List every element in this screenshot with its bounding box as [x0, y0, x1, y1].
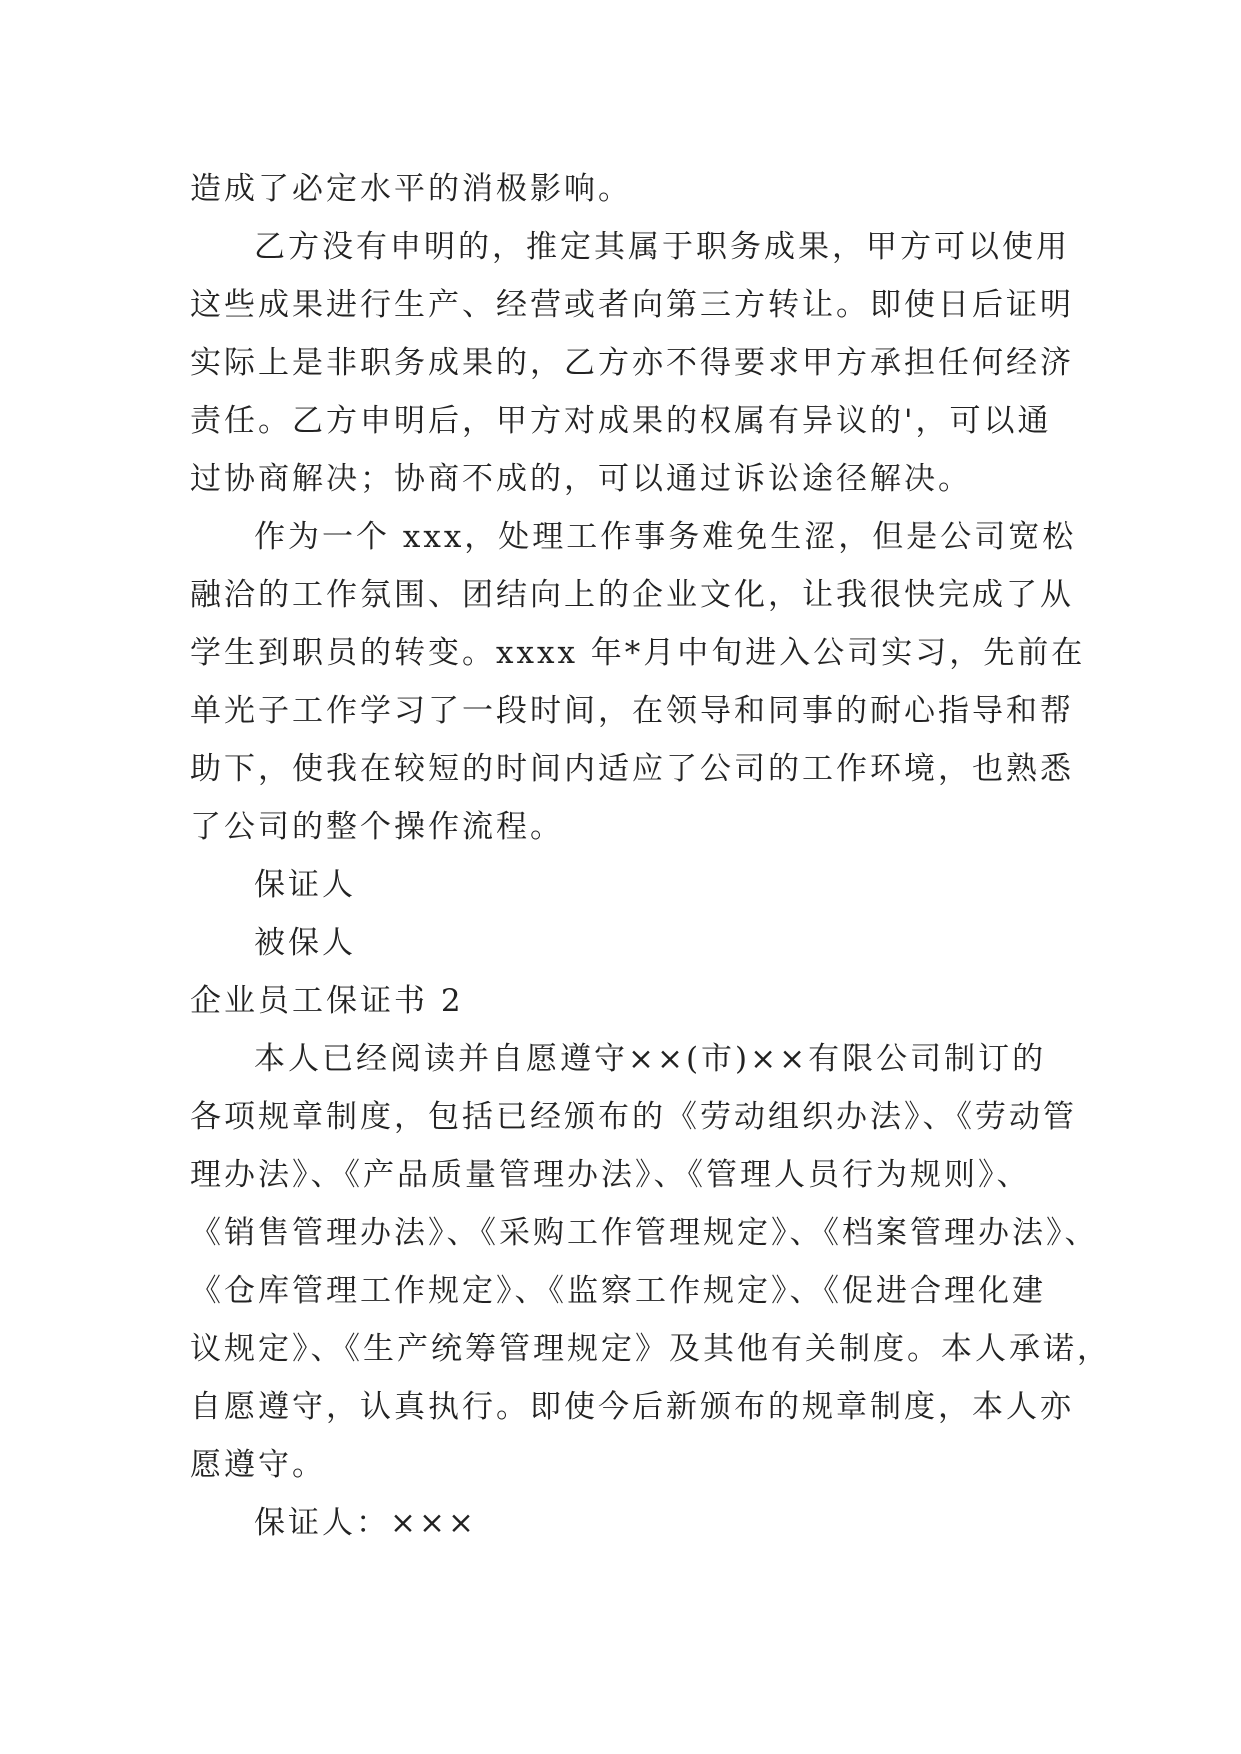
text-line: 单光子工作学习了一段时间，在领导和同事的耐心指导和帮 [190, 693, 1074, 729]
text-line: 责任。乙方申明后，甲方对成果的权属有异议的'，可以通 [190, 403, 1052, 439]
text-line: 学生到职员的转变。xxxx 年*月中旬进入公司实习，先前在 [190, 635, 1086, 671]
section-heading: 企业员工保证书 2 [190, 983, 464, 1019]
text-line: 《仓库管理工作规定》、《监察工作规定》、《促进合理化建 [190, 1273, 1046, 1309]
text-line: 自愿遵守，认真执行。即使今后新颁布的规章制度，本人亦 [190, 1389, 1074, 1425]
text-line: 融洽的工作氛围、团结向上的企业文化，让我很快完成了从 [190, 577, 1074, 613]
text-line: 了公司的整个操作流程。 [190, 809, 564, 845]
text-line: 议规定》、《生产统筹管理规定》及其他有关制度。本人承诺， [190, 1331, 1111, 1367]
guarantor-label: 保证人 [254, 867, 356, 903]
text-line: 实际上是非职务成果的，乙方亦不得要求甲方承担任何经济 [190, 345, 1074, 381]
text-line: 《销售管理办法》、《采购工作管理规定》、《档案管理办法》、 [190, 1215, 1099, 1251]
paragraph-start-line: 作为一个 xxx，处理工作事务难免生涩，但是公司宽松 [254, 519, 1077, 555]
paragraph-start-line: 本人已经阅读并自愿遵守××(市)××有限公司制订的 [254, 1041, 1047, 1077]
paragraph-start-line: 乙方没有申明的，推定其属于职务成果，甲方可以使用 [254, 229, 1070, 265]
signature-line: 保证人：××× [254, 1505, 477, 1541]
text-line: 过协商解决；协商不成的，可以通过诉讼途径解决。 [190, 461, 972, 497]
text-line: 造成了必定水平的消极影响。 [190, 171, 632, 207]
guaranteed-person-label: 被保人 [254, 925, 356, 961]
text-line: 助下，使我在较短的时间内适应了公司的工作环境，也熟悉 [190, 751, 1074, 787]
text-line: 理办法》、《产品质量管理办法》、《管理人员行为规则》、 [190, 1157, 1031, 1193]
text-line: 各项规章制度，包括已经颁布的《劳动组织办法》、《劳动管 [190, 1099, 1077, 1135]
text-line: 这些成果进行生产、经营或者向第三方转让。即使日后证明 [190, 287, 1074, 323]
text-line: 愿遵守。 [190, 1447, 326, 1483]
